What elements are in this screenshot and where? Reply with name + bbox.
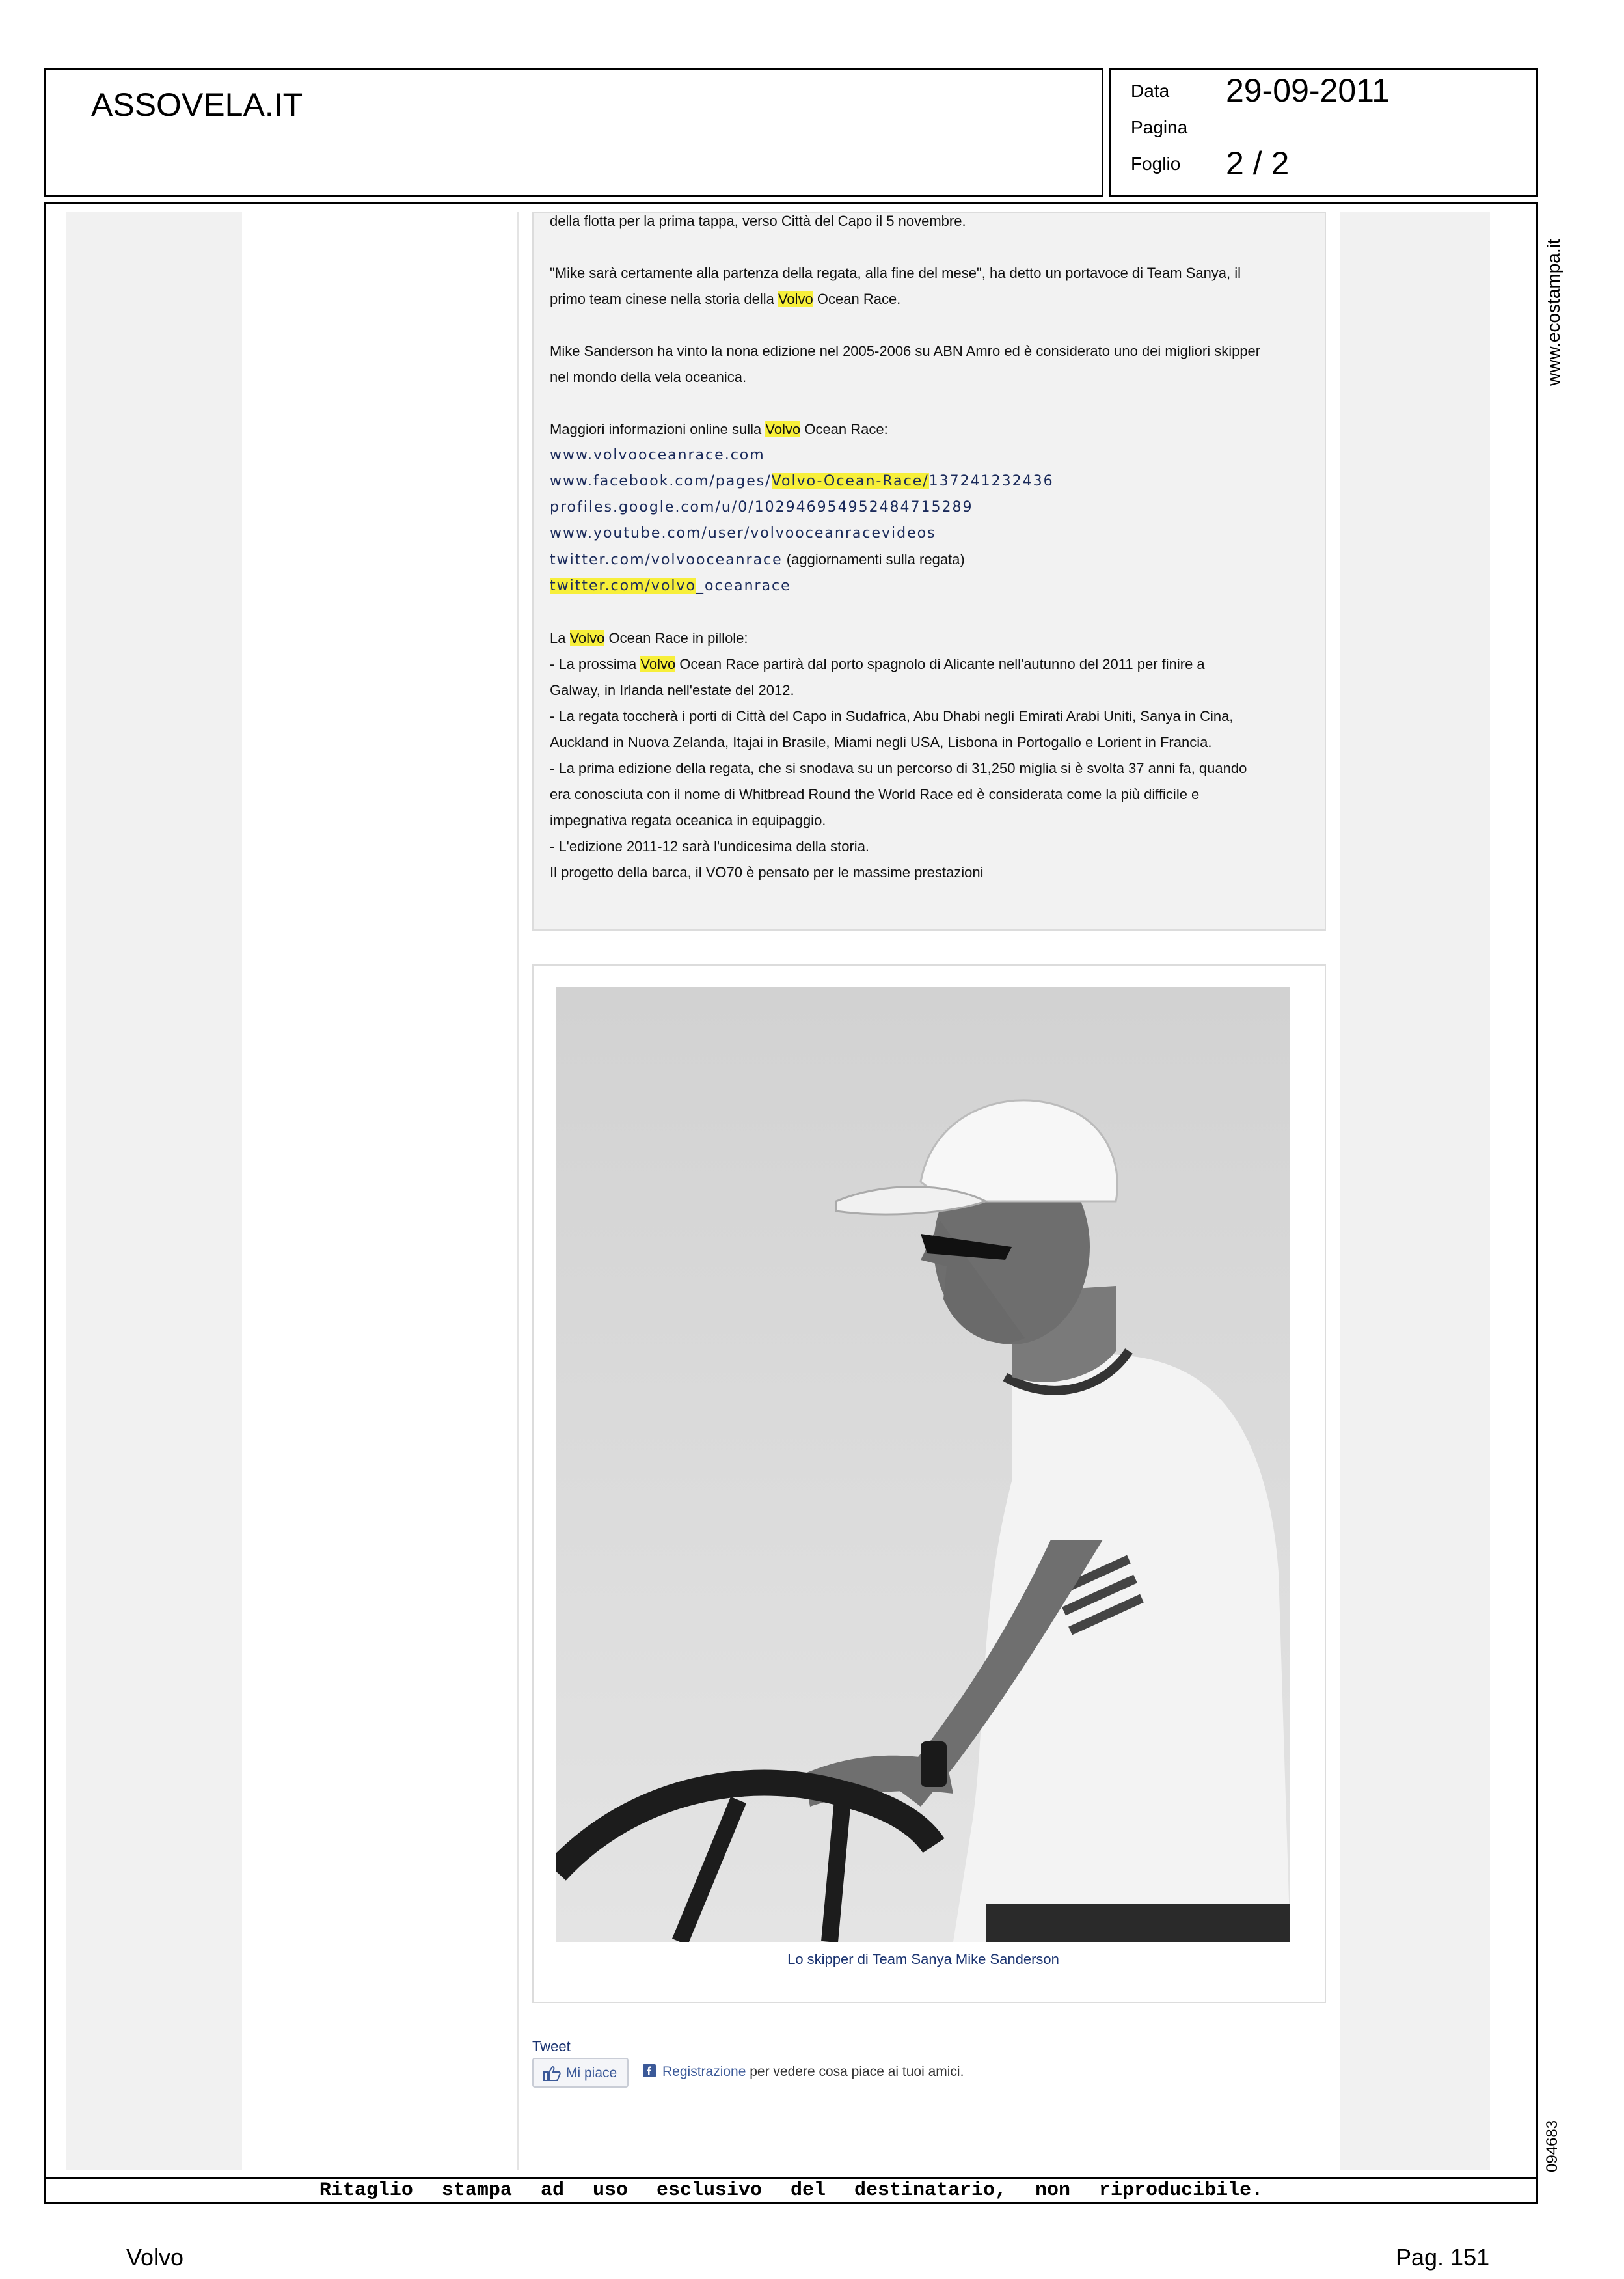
- data-value: 29-09-2011: [1226, 72, 1390, 109]
- skipper-photo: [556, 987, 1290, 1942]
- like-button[interactable]: Mi piace: [532, 2058, 629, 2088]
- link-twitter[interactable]: twitter.com/volvooceanrace: [550, 552, 783, 568]
- web-left-column: [66, 212, 242, 2170]
- bullet-4: - L'edizione 2011-12 sarà l'undicesima della storia.: [550, 838, 870, 854]
- foglio-value: 2 / 2: [1226, 145, 1290, 182]
- footer-page-number: Pag. 151: [1396, 2244, 1490, 2271]
- link-twitter-row: twitter.com/volvooceanrace (aggiornamenti sulla regata): [550, 551, 965, 568]
- link-twitter-2[interactable]: twitter.com/volvo_oceanrace: [550, 578, 791, 594]
- bullet-5: Il progetto della barca, il VO70 è pensato per le massime prestazioni: [550, 864, 984, 880]
- para-1: della flotta per la prima tappa, verso Città del Capo il 5 novembre.: [550, 213, 966, 229]
- bullet-1-line-1: - La prossima Volvo Ocean Race partirà dal porto spagnolo di Alicante nell'autunno del 2011 per finire a: [550, 656, 1205, 672]
- bullet-3-line-3: impegnativa regata oceanica in equipaggio.: [550, 812, 826, 828]
- article-text: [550, 208, 1311, 886]
- pills-heading: La Volvo Ocean Race in pillole:: [550, 630, 748, 646]
- para-3-line-2: nel mondo della vela oceanica.: [550, 369, 747, 385]
- link-facebook[interactable]: www.facebook.com/pages/Volvo-Ocean-Race/137241232436: [550, 473, 1054, 489]
- foglio-label: Foglio: [1131, 154, 1181, 174]
- pagina-label: Pagina: [1131, 117, 1188, 137]
- link-youtube[interactable]: www.youtube.com/user/volvooceanracevideos: [550, 525, 936, 541]
- bullet-2-line-1: - La regata toccherà i porti di Città del Capo in Sudafrica, Abu Dhabi negli Emirati Arabi Uniti, Sanya in Cina,: [550, 708, 1234, 724]
- para-2-line-2: primo team cinese nella storia della Volvo Ocean Race.: [550, 291, 901, 307]
- side-website: www.ecostampa.it: [1543, 239, 1563, 386]
- facebook-register-row: Registrazione per vedere cosa piace ai tuoi amici.: [643, 2064, 964, 2080]
- facebook-icon: [643, 2064, 656, 2077]
- web-right-column: [1340, 212, 1490, 2170]
- register-link[interactable]: Registrazione: [662, 2064, 746, 2079]
- reproduction-notice: Ritaglio stampa ad uso esclusivo del destinatario, non riproducibile.: [319, 2179, 1264, 2202]
- info-heading: Maggiori informazioni online sulla Volvo Ocean Race:: [550, 421, 888, 437]
- bullet-1-line-2: Galway, in Irlanda nell'estate del 2012.: [550, 682, 794, 698]
- link-google[interactable]: profiles.google.com/u/0/102946954952484715289: [550, 499, 973, 515]
- bullet-2-line-2: Auckland in Nuova Zelanda, Itajai in Brasile, Miami negli USA, Lisbona in Portogallo e Lorient in Francia.: [550, 734, 1212, 750]
- data-label: Data: [1131, 81, 1170, 101]
- publication-name: ASSOVELA.IT: [91, 87, 303, 123]
- link-website[interactable]: www.volvooceanrace.com: [550, 447, 765, 463]
- para-2-line-1: "Mike sarà certamente alla partenza della regata, alla fine del mese", ha detto un portavoce di Team Sanya, il: [550, 265, 1241, 281]
- bullet-3-line-1: - La prima edizione della regata, che si snodava su un percorso di 31,250 miglia si è svolta 37 anni fa, quando: [550, 760, 1247, 776]
- tweet-button[interactable]: Tweet: [532, 2038, 571, 2054]
- column-divider: [517, 212, 519, 2170]
- para-3-line-1: Mike Sanderson ha vinto la nona edizione nel 2005-2006 su ABN Amro ed è considerato uno dei migliori skipper: [550, 343, 1261, 359]
- photo-caption: Lo skipper di Team Sanya Mike Sanderson: [787, 1951, 1059, 1967]
- bullet-3-line-2: era conosciuta con il nome di Whitbread Round the World Race ed è considerata come la più difficile e: [550, 786, 1200, 802]
- footer-topic: Volvo: [126, 2244, 184, 2271]
- thumbs-up-icon: [543, 2066, 561, 2081]
- side-code: 094683: [1543, 2120, 1561, 2172]
